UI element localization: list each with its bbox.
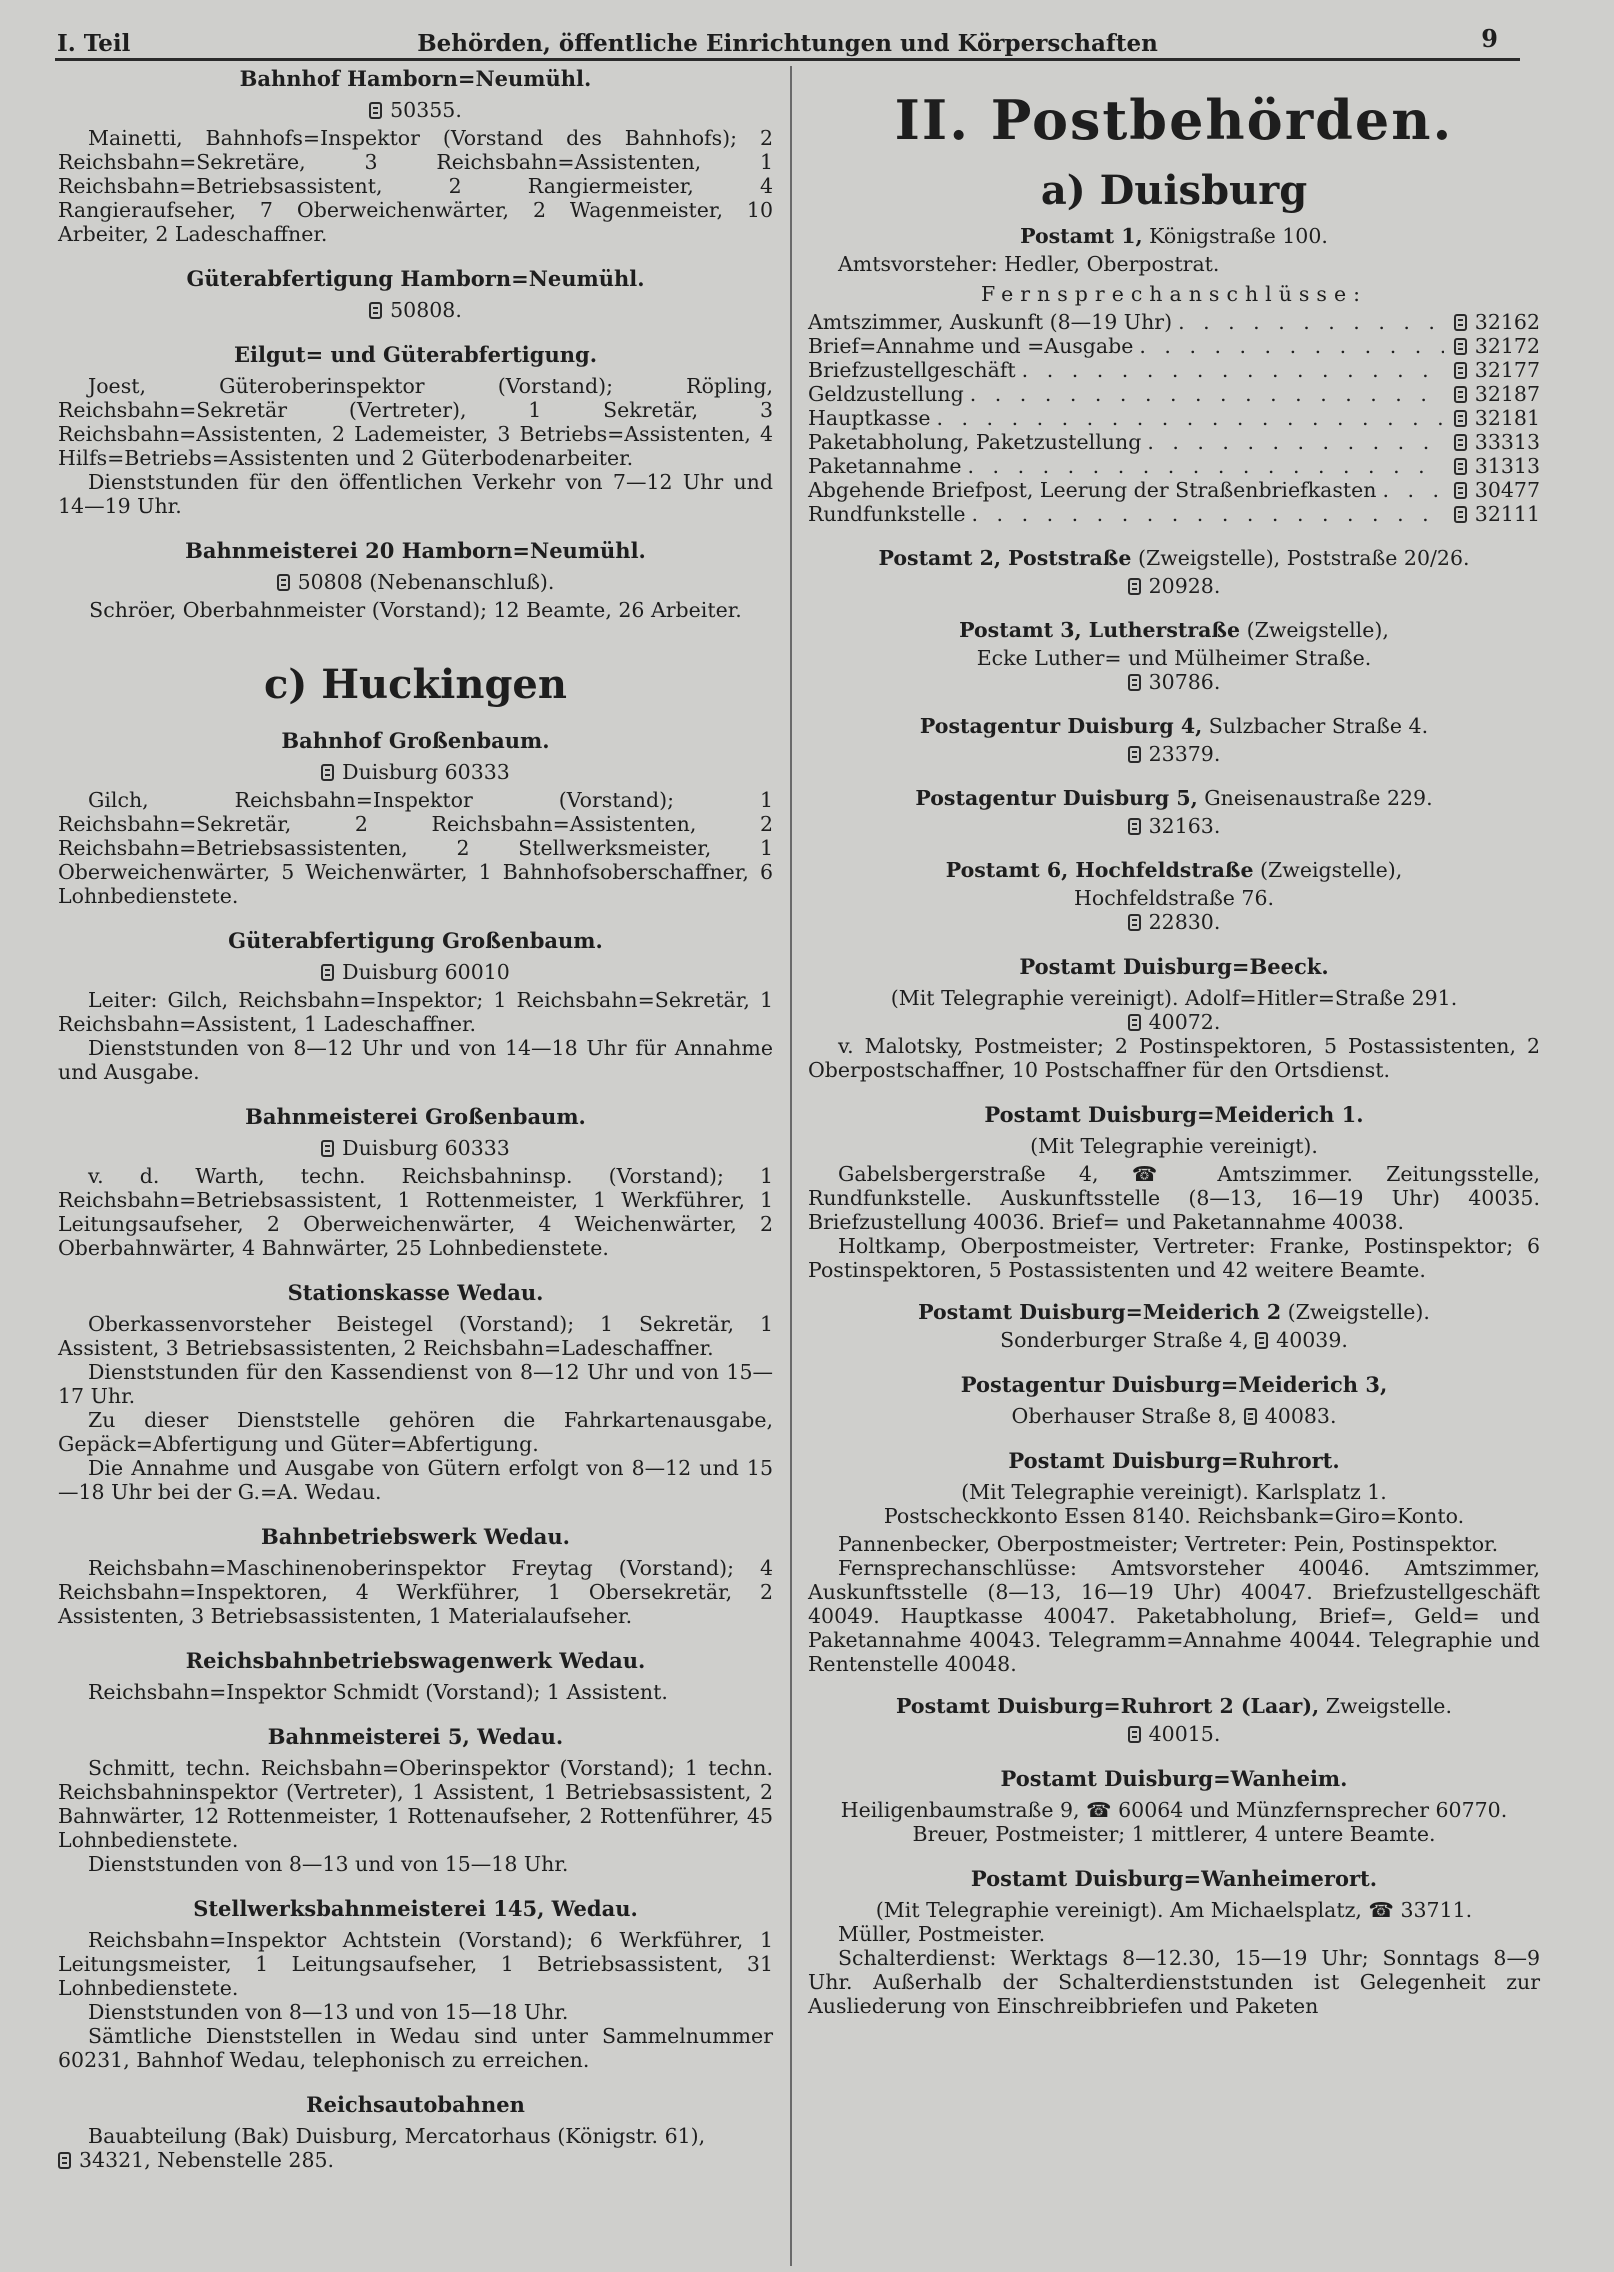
phone-line: 40072. <box>808 1010 1540 1034</box>
entry-title: Postamt Duisburg=Wanheim. <box>1000 1766 1348 1791</box>
part-label: I. Teil <box>57 30 131 57</box>
entry-text: Postscheckkonto Essen 8140. Reichsbank=Giro=Konto. <box>883 1504 1465 1528</box>
list-item: Hauptkasse . . . 32181 <box>808 406 1540 430</box>
entry-title: Postamt Duisburg=Beeck. <box>1019 954 1329 979</box>
entry-hours: Dienststunden von 8—13 und von 15—18 Uhr. <box>88 2000 569 2024</box>
entry-text: Amtsvorsteher: Hedler, Oberpostrat. <box>838 252 1220 276</box>
telephone-icon <box>1454 410 1467 427</box>
entry-title: Postagentur Duisburg=Meiderich 3, <box>960 1372 1388 1397</box>
telephone-icon <box>1454 338 1467 355</box>
office-line: Postamt 2, Poststraße (Zweigstelle), Poststraße 20/26. <box>878 546 1470 570</box>
telephone-icon <box>1454 386 1467 403</box>
entry-text: Schröer, Oberbahnmeister (Vorstand); 12 Beamte, 26 Arbeiter. <box>89 598 742 622</box>
entry-text: Leiter: Gilch, Reichsbahn=Inspektor; 1 Reichsbahn=Sekretär, 1 Reichsbahn=Assistent, 1 Ladeschaffner. <box>58 988 773 1036</box>
entry-text: Sämtliche Dienststellen in Wedau sind unter Sammelnummer 60231, Bahnhof Wedau, telephonisch zu erreichen. <box>58 2024 773 2072</box>
entry-text: Müller, Postmeister. <box>838 1922 1046 1946</box>
office-line: Postagentur Duisburg 4, Sulzbacher Straße 4. <box>919 714 1429 738</box>
entry-title: Reichsautobahnen <box>306 2092 525 2117</box>
entry-text: Ecke Luther= und Mülheimer Straße. <box>976 646 1372 670</box>
entry-title: Güterabfertigung Großenbaum. <box>228 928 603 953</box>
entry-title: Stationskasse Wedau. <box>287 1280 544 1305</box>
entry-title: Postamt Duisburg=Ruhrort. <box>1008 1448 1340 1473</box>
office-line: Postagentur Duisburg 5, Gneisenaustraße 229. <box>915 786 1433 810</box>
entry-text: Breuer, Postmeister; 1 mittlerer, 4 untere Beamte. <box>912 1822 1436 1846</box>
entry-title: Postamt Duisburg=Wanheimerort. <box>970 1866 1378 1891</box>
telephone-icon <box>1454 482 1467 499</box>
telephone-icon <box>369 102 382 119</box>
entry-title: Reichsbahnbetriebswagenwerk Wedau. <box>185 1648 646 1673</box>
entry-text: Sonderburger Straße 4, 40039. <box>1000 1328 1348 1352</box>
entry-text: Bauabteilung (Bak) Duisburg, Mercatorhaus (Königstr. 61), <box>88 2124 706 2148</box>
left-column <box>58 64 773 2176</box>
telephone-icon <box>58 2152 71 2169</box>
phone-line: 34321, Nebenstelle 285. <box>58 2148 773 2172</box>
entry-title: Bahnhof Hamborn=Neumühl. <box>239 66 592 91</box>
entry-text: Oberhauser Straße 8, 40083. <box>1011 1404 1337 1428</box>
office-line: Postamt 1, Königstraße 100. <box>1020 224 1328 248</box>
entry-text: Reichsbahn=Inspektor Schmidt (Vorstand); 1 Assistent. <box>88 1680 668 1704</box>
phone-line: Duisburg 60010 <box>58 960 773 984</box>
phone-line: 50808 (Nebenanschluß). <box>58 570 773 594</box>
section-heading: c) Huckingen <box>264 661 567 708</box>
entry-title: Bahnmeisterei 5, Wedau. <box>267 1724 564 1749</box>
entry-text: Oberkassenvorsteher Beistegel (Vorstand); 1 Sekretär, 1 Assistent, 3 Betriebsassistenten, 2 Reichsbahn=Ladeschaffner. <box>58 1312 773 1360</box>
entry-text: Schmitt, techn. Reichsbahn=Oberinspektor (Vorstand); 1 techn. Reichsbahninspektor (Vertreter), 1 Assistent, 1 Betriebsassistent, 2 Bahnwärter, 12 Rottenmeister, 1 Rottenaufseher, 2 Rottenführer, 45 Lohnbedienstete. <box>58 1756 773 1852</box>
entry-title: Bahnmeisterei 20 Hamborn=Neumühl. <box>185 538 646 563</box>
telephone-icon <box>1128 1726 1141 1743</box>
list-heading: Fernsprechanschlüsse: <box>981 282 1367 306</box>
phone-line: 30786. <box>808 670 1540 694</box>
office-line: Postamt 3, Lutherstraße (Zweigstelle), <box>959 618 1389 642</box>
phone-line: 32163. <box>808 814 1540 838</box>
list-item: Abgehende Briefpost, Leerung der Straßenbriefkasten . . . 30477 <box>808 478 1540 502</box>
list-item: Amtszimmer, Auskunft (8—19 Uhr) . . . 32162 <box>808 310 1540 334</box>
entry-text: Heiligenbaumstraße 9, ☎ 60064 und Münzfernsprecher 60770. <box>840 1798 1508 1822</box>
phone-line: Duisburg 60333 <box>58 760 773 784</box>
entry-text: v. d. Warth, techn. Reichsbahninsp. (Vorstand); 1 Reichsbahn=Betriebsassistent, 1 Rottenmeister, 1 Werkführer, 1 Leitungsaufseher, 2 Oberweichenwärter, 4 Weichenwärter, 2 Oberbahnwärter, 4 Bahnwärter, 25 Lohnbedienstete. <box>58 1164 773 1260</box>
entry-text: Fernsprechanschlüsse: Amtsvorsteher 40046. Amtszimmer, Auskunftsstelle (8—13, 16—19 Uhr) 40047. Briefzustellgeschäft 40049. Hauptkasse 40047. Paketabholung, Brief=, Geld= und Paketannahme 40043. Telegramm=Annahme 40044. Telegraphie und Rentenstelle 40048. <box>808 1556 1540 1676</box>
page-number: 9 <box>1481 24 1498 53</box>
section-heading: II. Postbehörden. <box>894 88 1454 152</box>
telephone-icon <box>1454 506 1467 523</box>
entry-text: Zu dieser Dienststelle gehören die Fahrkartenausgabe, Gepäck=Abfertigung und Güter=Abfertigung. <box>58 1408 773 1456</box>
phone-line: Duisburg 60333 <box>58 1136 773 1160</box>
entry-text: Reichsbahn=Maschinenoberinspektor Freytag (Vorstand); 4 Reichsbahn=Inspektoren, 4 Werkführer, 1 Obersekretär, 2 Assistenten, 3 Betriebsassistenten, 1 Materialaufseher. <box>58 1556 773 1628</box>
running-title: Behörden, öffentliche Einrichtungen und Körperschaften <box>417 30 1158 57</box>
phone-line: 23379. <box>808 742 1540 766</box>
page-header <box>55 22 1520 61</box>
entry-hours: Dienststunden für den öffentlichen Verkehr von 7—12 Uhr und 14—19 Uhr. <box>58 470 773 518</box>
entry-hours: Dienststunden von 8—12 Uhr und von 14—18 Uhr für Annahme und Ausgabe. <box>58 1036 773 1084</box>
telephone-icon <box>321 964 334 981</box>
entry-text: (Mit Telegraphie vereinigt). Am Michaelsplatz, ☎ 33711. <box>875 1898 1473 1922</box>
list-item: Geldzustellung . . . 32187 <box>808 382 1540 406</box>
telephone-icon <box>1128 578 1141 595</box>
entry-text: Gabelsbergerstraße 4, ☎ Amtszimmer. Zeitungsstelle, Rundfunkstelle. Auskunftsstelle (8—13, 16—19 Uhr) 40035. Briefzustellung 40036. Brief= und Paketannahme 40038. <box>808 1162 1540 1234</box>
office-line: Postamt 6, Hochfeldstraße (Zweigstelle), <box>945 858 1403 882</box>
phone-list <box>808 310 1540 526</box>
phone-line: 50355. <box>58 98 773 122</box>
subsection-heading: a) Duisburg <box>1040 167 1308 214</box>
entry-title: Stellwerksbahnmeisterei 145, Wedau. <box>193 1896 638 1921</box>
entry-title: Bahnhof Großenbaum. <box>281 728 550 753</box>
telephone-icon <box>1454 362 1467 379</box>
entry-title: Bahnmeisterei Großenbaum. <box>245 1104 586 1129</box>
entry-text: (Mit Telegraphie vereinigt). Karlsplatz 1. <box>961 1480 1387 1504</box>
telephone-icon <box>1128 746 1141 763</box>
phone-line: 22830. <box>808 910 1540 934</box>
telephone-icon <box>1454 434 1467 451</box>
office-line: Postamt Duisburg=Meiderich 2 (Zweigstelle). <box>918 1300 1430 1324</box>
telephone-icon <box>1128 818 1141 835</box>
entry-text: Holtkamp, Oberpostmeister, Vertreter: Franke, Postinspektor; 6 Postinspektoren, 5 Postassistenten und 42 weitere Beamte. <box>808 1234 1540 1282</box>
telephone-icon <box>1255 1332 1268 1349</box>
entry-title: Eilgut= und Güterabfertigung. <box>233 342 598 367</box>
entry-hours: Dienststunden von 8—13 und von 15—18 Uhr. <box>88 1852 569 1876</box>
list-item: Paketannahme . . . 31313 <box>808 454 1540 478</box>
telephone-icon <box>1128 914 1141 931</box>
entry-text: Dienststunden für den Kassendienst von 8—12 Uhr und von 15—17 Uhr. <box>58 1360 773 1408</box>
entry-text: Schalterdienst: Werktags 8—12.30, 15—19 Uhr; Sonntags 8—9 Uhr. Außerhalb der Schalterdienststunden ist Gelegenheit zur Ausliederung von Einschreibbriefen und Paketen <box>808 1946 1540 2018</box>
entry-title: Bahnbetriebswerk Wedau. <box>260 1524 570 1549</box>
telephone-icon <box>321 1140 334 1157</box>
telephone-icon <box>1454 458 1467 475</box>
entry-text: Pannenbecker, Oberpostmeister; Vertreter: Pein, Postinspektor. <box>838 1532 1499 1556</box>
phone-line: 40015. <box>808 1722 1540 1746</box>
telephone-icon <box>369 302 382 319</box>
telephone-icon <box>1128 1014 1141 1031</box>
entry-text: v. Malotsky, Postmeister; 2 Postinspektoren, 5 Postassistenten, 2 Oberpostschaffner, 10 Postschaffner für den Ortsdienst. <box>808 1034 1540 1082</box>
telephone-icon <box>277 574 290 591</box>
telephone-icon <box>1244 1408 1257 1425</box>
column-divider <box>790 66 792 2266</box>
entry-text: Die Annahme und Ausgabe von Gütern erfolgt von 8—12 und 15—18 Uhr bei der G.=A. Wedau. <box>58 1456 773 1504</box>
list-item: Paketabholung, Paketzustellung . . . 33313 <box>808 430 1540 454</box>
telephone-icon <box>1128 674 1141 691</box>
entry-text: Gilch, Reichsbahn=Inspektor (Vorstand); 1 Reichsbahn=Sekretär, 2 Reichsbahn=Assistenten, 2 Reichsbahn=Betriebsassistenten, 2 Stellwerksmeister, 1 Oberweichenwärter, 5 Weichenwärter, 1 Bahnhofsoberschaffner, 6 Lohnbedienstete. <box>58 788 773 908</box>
office-line: Postamt Duisburg=Ruhrort 2 (Laar), Zweigstelle. <box>896 1694 1452 1718</box>
entry-title: Postamt Duisburg=Meiderich 1. <box>984 1102 1364 1127</box>
entry-text: Mainetti, Bahnhofs=Inspektor (Vorstand des Bahnhofs); 2 Reichsbahn=Sekretäre, 3 Reichsbahn=Assistenten, 1 Reichsbahn=Betriebsassistent, 2 Rangiermeister, 4 Rangieraufseher, 7 Oberweichenwärter, 2 Wagenmeister, 10 Arbeiter, 2 Ladeschaffner. <box>58 126 773 246</box>
entry-text: Reichsbahn=Inspektor Achtstein (Vorstand); 6 Werkführer, 1 Leitungsmeister, 1 Leitungsaufseher, 1 Betriebsassistent, 31 Lohnbedienstete. <box>58 1928 773 2000</box>
entry-text: (Mit Telegraphie vereinigt). Adolf=Hitler=Straße 291. <box>890 986 1458 1010</box>
phone-line: 20928. <box>808 574 1540 598</box>
entry-title: Güterabfertigung Hamborn=Neumühl. <box>186 266 645 291</box>
entry-text: Joest, Güteroberinspektor (Vorstand); Röpling, Reichsbahn=Sekretär (Vertreter), 1 Sekretär, 3 Reichsbahn=Assistenten, 2 Lademeister, 3 Betriebs=Assistenten, 4 Hilfs=Betriebs=Assistenten und 2 Güterbodenarbeiter. <box>58 374 773 470</box>
phone-line: 50808. <box>58 298 773 322</box>
list-item: Brief=Annahme und =Ausgabe . . . 32172 <box>808 334 1540 358</box>
telephone-icon <box>321 764 334 781</box>
entry-text: Hochfeldstraße 76. <box>1073 886 1275 910</box>
list-item: Rundfunkstelle . . . 32111 <box>808 502 1540 526</box>
entry-text: (Mit Telegraphie vereinigt). <box>1030 1134 1318 1158</box>
list-item: Briefzustellgeschäft . . . 32177 <box>808 358 1540 382</box>
telephone-icon <box>1454 314 1467 331</box>
right-column <box>808 64 1540 2022</box>
